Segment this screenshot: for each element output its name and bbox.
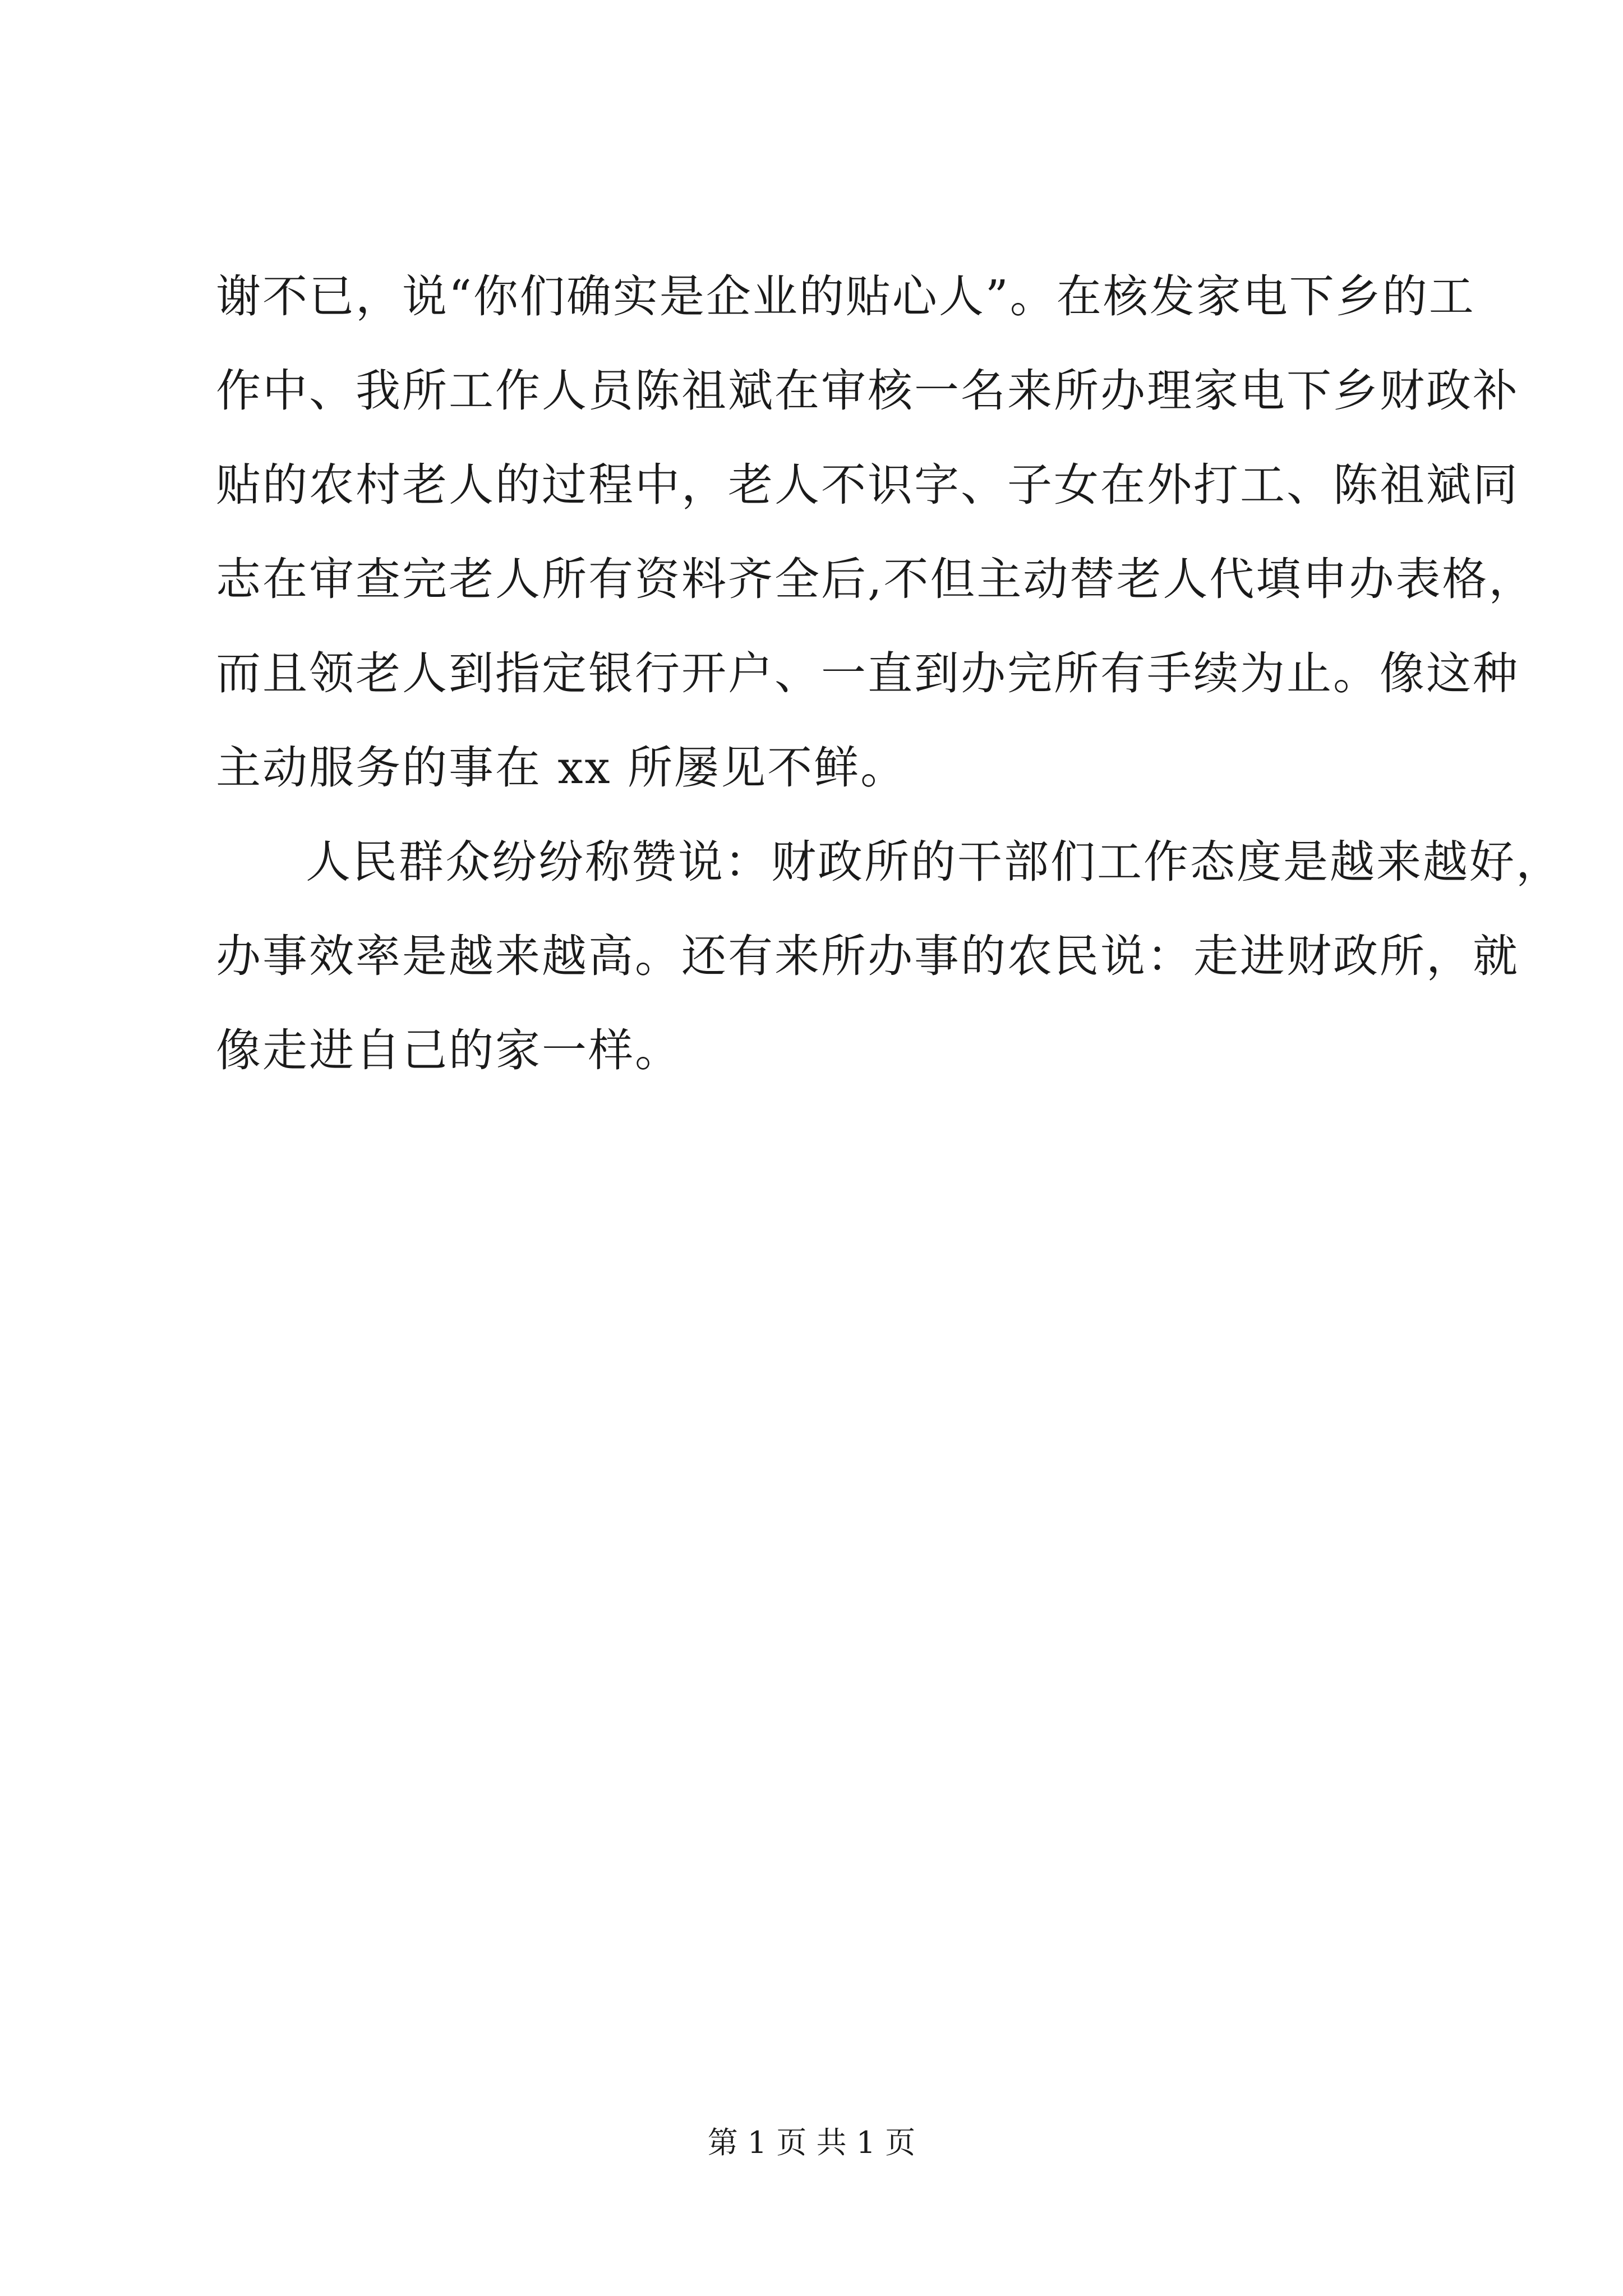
document-body xyxy=(216,250,1562,1098)
paragraph-line: 像走进自己的家一样。 xyxy=(216,1024,681,1076)
paragraph-line: 贴的农村老人的过程中，老人不识字、子女在外打工、陈祖斌同 xyxy=(216,459,1519,511)
page-footer: 第 1 页 共 1 页 xyxy=(707,2125,916,2160)
paragraph-line: 志在审查完老人所有资料齐全后,不但主动替老人代填申办表格， xyxy=(216,553,1536,605)
paragraph-1 xyxy=(216,250,1536,815)
paragraph-line: 办事效率是越来越高。还有来所办事的农民说：走进财政所，就 xyxy=(216,930,1519,982)
paragraph-line: 谢不已，说“你们确实是企业的贴心人”。在核发家电下乡的工 xyxy=(216,270,1476,323)
paragraph-line: 而且领老人到指定银行开户、一直到办完所有手续为止。像这种 xyxy=(216,647,1519,700)
paragraph-line: 主动服务的事在 xx 所屡见不鲜。 xyxy=(216,742,907,794)
paragraph-line: 作中、我所工作人员陈祖斌在审核一名来所办理家电下乡财政补 xyxy=(216,365,1519,417)
paragraph-line: 人民群众纷纷称赞说：财政所的干部们工作态度是越来越好， xyxy=(306,836,1562,888)
paragraph-2 xyxy=(216,815,1562,1098)
